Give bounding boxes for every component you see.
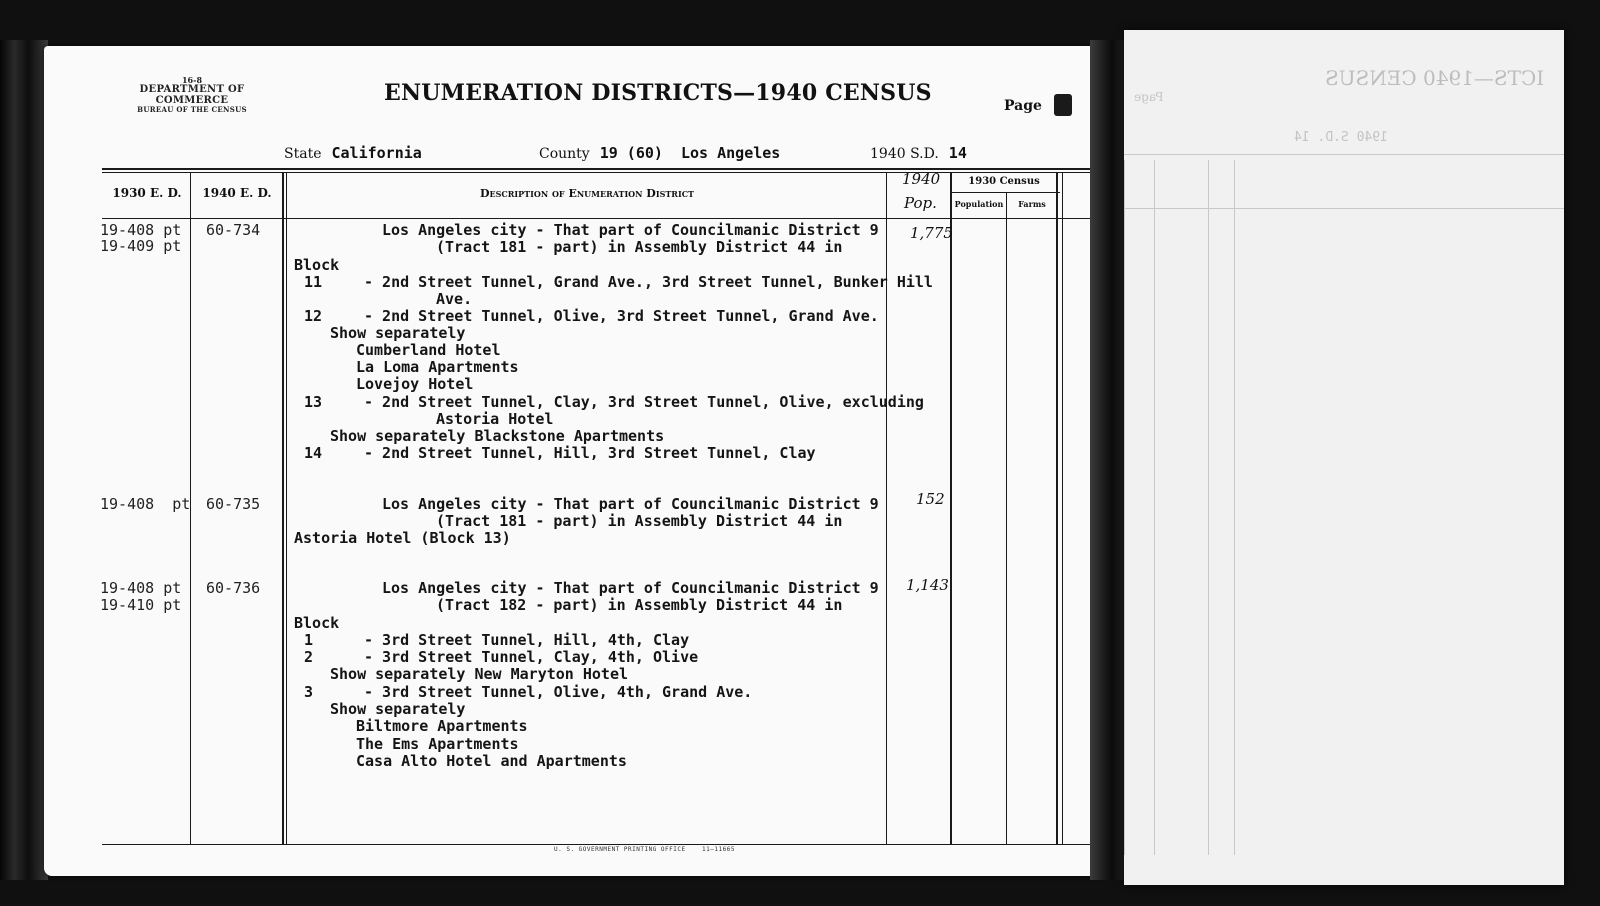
entry-3-block-3-desc: - 3rd Street Tunnel, Olive, 4th, Grand Ave. bbox=[364, 683, 753, 701]
entry-1-block-14-desc: - 2nd Street Tunnel, Hill, 3rd Street Tunnel, Clay bbox=[364, 444, 816, 462]
entry-3-line-1: Los Angeles city - That part of Councilmanic District 9 bbox=[382, 579, 879, 597]
entry-1-block-label: Block bbox=[294, 256, 340, 274]
entry-2-line-1: Los Angeles city - That part of Councilmanic District 9 bbox=[382, 495, 879, 513]
department-header bbox=[102, 76, 282, 114]
entry-3-population: 1,143 bbox=[906, 576, 949, 594]
col-divider-2b bbox=[286, 172, 287, 844]
col-divider-7 bbox=[1062, 172, 1063, 844]
entry-3-ed1930-a: 19-408 pt bbox=[100, 579, 182, 597]
entry-2-population: 152 bbox=[916, 490, 945, 508]
col-head-pop-1940: 1940 bbox=[902, 170, 941, 188]
county-label: County bbox=[539, 146, 590, 162]
table-bottom-rule bbox=[102, 844, 1100, 845]
entry-1-ed1930-a: 19-408 pt bbox=[100, 221, 182, 239]
sd-value: 14 bbox=[948, 144, 967, 162]
page-title: ENUMERATION DISTRICTS—1940 CENSUS bbox=[384, 80, 932, 106]
entry-1-lovejoy: Lovejoy Hotel bbox=[356, 375, 474, 393]
col-divider-4 bbox=[950, 172, 952, 844]
entry-1-population: 1,775 bbox=[910, 224, 953, 242]
form-number: 16-8 bbox=[181, 75, 203, 85]
col-head-description: Description of Enumeration District bbox=[479, 187, 695, 200]
entry-1-block-13-desc: - 2nd Street Tunnel, Clay, 3rd Street Tunnel, Olive, excluding bbox=[364, 393, 924, 411]
entry-1-block-11-desc: - 2nd Street Tunnel, Grand Ave., 3rd Street Tunnel, Bunker Hill bbox=[364, 273, 933, 291]
entry-1-block-12-desc: - 2nd Street Tunnel, Olive, 3rd Street Tunnel, Grand Ave. bbox=[364, 307, 879, 325]
entry-3-block-1-desc: - 3rd Street Tunnel, Hill, 4th, Clay bbox=[364, 631, 690, 649]
book-edge-left bbox=[0, 40, 48, 880]
entry-3-block-2-desc: - 3rd Street Tunnel, Clay, 4th, Olive bbox=[364, 648, 699, 666]
entry-1-block-11-desc-cont: Ave. bbox=[436, 290, 473, 308]
entry-3-block-2: 2 bbox=[304, 648, 314, 666]
entry-1-line-1: Los Angeles city - That part of Councilmanic District 9 bbox=[382, 221, 879, 239]
facing-page-title: ICTS—1940 CENSUS bbox=[1324, 66, 1544, 90]
entry-2-ed1940: 60-735 bbox=[206, 495, 261, 513]
col-head-1930-census: 1930 Census bbox=[968, 176, 1040, 187]
entry-1-line-2: (Tract 181 - part) in Assembly District 44 in bbox=[436, 238, 843, 256]
entry-3-ed1930-b: 19-410 pt bbox=[100, 596, 182, 614]
facing-page-rule-top bbox=[1124, 154, 1564, 155]
col-head-pop-label: Pop. bbox=[904, 194, 937, 212]
entry-3-block-3: 3 bbox=[304, 683, 314, 701]
entry-3-block-label: Block bbox=[294, 614, 340, 632]
facing-page bbox=[1124, 30, 1564, 885]
facing-page-col-1 bbox=[1124, 160, 1125, 855]
entry-3-biltmore: Biltmore Apartments bbox=[356, 717, 528, 735]
entry-1-la-loma: La Loma Apartments bbox=[356, 358, 519, 376]
entry-3-line-2: (Tract 182 - part) in Assembly District 44 in bbox=[436, 596, 843, 614]
col-head-1940-ed: 1940 E. D. bbox=[202, 186, 272, 200]
col-head-1930-ed: 1930 E. D. bbox=[112, 186, 182, 200]
page-label: Page bbox=[1004, 98, 1042, 114]
entry-1-show-separately: Show separately bbox=[330, 324, 466, 342]
entry-1-block-12: 12 bbox=[304, 307, 323, 325]
entry-3-ed1940: 60-736 bbox=[206, 579, 261, 597]
facing-page-label: Page bbox=[1134, 90, 1164, 104]
col-divider-5 bbox=[1006, 192, 1007, 844]
table-top-rule bbox=[102, 168, 1100, 170]
facing-page-col-4 bbox=[1234, 160, 1235, 855]
col-head-population: Population bbox=[954, 199, 1004, 209]
entry-1-cumberland: Cumberland Hotel bbox=[356, 341, 501, 359]
state-value: California bbox=[331, 144, 422, 162]
facing-page-col-2 bbox=[1154, 160, 1155, 855]
sd-field bbox=[870, 144, 967, 162]
bureau-name: BUREAU OF THE CENSUS bbox=[137, 105, 247, 114]
state-label: State bbox=[284, 146, 322, 162]
entry-2-line-2: (Tract 181 - part) in Assembly District 44 in bbox=[436, 512, 843, 530]
entry-3-casa-alto: Casa Alto Hotel and Apartments bbox=[356, 752, 627, 770]
col-divider-6 bbox=[1056, 172, 1058, 844]
facing-page-rule-head bbox=[1124, 208, 1564, 209]
entry-1-ed1930-b: 19-409 pt bbox=[100, 237, 182, 255]
entry-1-block-11: 11 bbox=[304, 273, 323, 291]
entry-1-blackstone: Show separately Blackstone Apartments bbox=[330, 427, 665, 445]
entry-1-block-13: 13 bbox=[304, 393, 323, 411]
entry-1-astoria: Astoria Hotel bbox=[436, 410, 554, 428]
col-head-farms: Farms bbox=[1018, 199, 1046, 209]
printer-code: 11—11665 bbox=[702, 846, 735, 853]
county-field bbox=[539, 144, 780, 162]
department-name: DEPARTMENT OF COMMERCE bbox=[139, 84, 245, 106]
facing-page-sd: 1940 S.D. 14 bbox=[1294, 130, 1388, 145]
col-divider-2 bbox=[282, 172, 284, 844]
page-number-stamp bbox=[1054, 94, 1072, 116]
entry-2-ed1930: 19-408 pt bbox=[100, 495, 191, 513]
entry-2-line-3: Astoria Hotel (Block 13) bbox=[294, 529, 511, 547]
facing-page-col-3 bbox=[1208, 160, 1209, 855]
printer-imprint bbox=[554, 846, 735, 853]
entry-1-ed1940: 60-734 bbox=[206, 221, 261, 239]
printer-name: U. S. GOVERNMENT PRINTING OFFICE bbox=[554, 846, 686, 853]
book-gutter bbox=[1090, 40, 1126, 880]
entry-3-show-separately: Show separately bbox=[330, 700, 466, 718]
county-value: 19 (60) Los Angeles bbox=[599, 144, 781, 162]
entry-3-ems: The Ems Apartments bbox=[356, 735, 519, 753]
census-page bbox=[44, 46, 1100, 876]
state-field bbox=[284, 144, 422, 162]
entry-3-block-1: 1 bbox=[304, 631, 314, 649]
sd-label: 1940 S.D. bbox=[870, 146, 939, 162]
entry-3-show-maryton: Show separately New Maryton Hotel bbox=[330, 665, 629, 683]
entry-1-block-14: 14 bbox=[304, 444, 323, 462]
